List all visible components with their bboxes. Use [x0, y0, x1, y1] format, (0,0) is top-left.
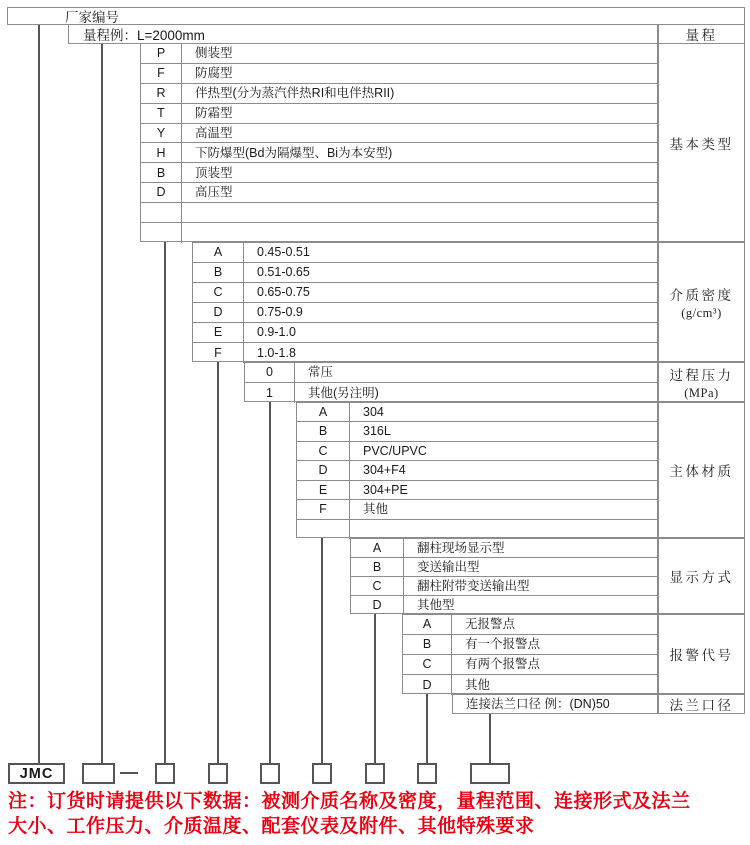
code-box-range	[82, 763, 115, 784]
row-process-pressure-0	[245, 363, 657, 383]
row-code: 1	[245, 383, 295, 403]
row-code: B	[351, 558, 404, 576]
row-code: P	[141, 44, 182, 63]
row-process-pressure-1	[245, 383, 657, 403]
row-medium-density-A	[193, 243, 657, 263]
row-body-material-B	[297, 422, 657, 441]
connector-line-2	[164, 242, 166, 763]
range-example-row	[68, 24, 658, 44]
range-category-label: 量程	[658, 24, 745, 44]
flange-text: 连接法兰口径 例：(DN)50	[466, 696, 610, 711]
row-code: F	[141, 64, 182, 83]
category-label-body-material	[658, 402, 745, 538]
row-code: C	[193, 283, 244, 302]
block-basic-type	[140, 43, 658, 242]
row-description: 翻柱现场显示型	[417, 540, 505, 555]
row-code: B	[403, 635, 452, 654]
category-label-medium-density	[658, 242, 745, 362]
row-basic-type-R	[141, 84, 657, 104]
row-body-material-A	[297, 403, 657, 422]
row-description: 顶装型	[195, 165, 233, 180]
row-basic-type-F	[141, 64, 657, 84]
row-code: B	[193, 263, 244, 282]
row-code	[141, 203, 182, 222]
row-description: 其他(另注明)	[308, 385, 379, 400]
row-basic-type-H	[141, 143, 657, 163]
category-label-unit: (g/cm³)	[681, 305, 722, 320]
row-basic-type-Y	[141, 124, 657, 144]
row-description: 其他型	[417, 598, 455, 613]
row-code: D	[403, 675, 452, 695]
row-medium-density-D	[193, 303, 657, 323]
code-box-material	[312, 763, 332, 784]
row-code: Y	[141, 124, 182, 143]
row-description: 翻柱附带变送输出型	[417, 578, 530, 593]
row-description: 有两个报警点	[465, 657, 541, 672]
flange-row	[452, 694, 658, 714]
category-label-display-mode	[658, 538, 745, 614]
row-description: 304	[363, 404, 384, 419]
row-description: 无报警点	[465, 617, 516, 632]
row-description: 有一个报警点	[465, 637, 541, 652]
factory-code-label: 厂家编号	[65, 10, 119, 25]
row-description: 变送输出型	[417, 559, 480, 574]
model-prefix-box: JMC	[8, 763, 65, 784]
row-description: 高压型	[195, 185, 233, 200]
row-code: F	[193, 343, 244, 363]
row-code	[141, 223, 182, 243]
row-display-mode-D	[351, 596, 657, 615]
code-box-pressure	[260, 763, 280, 784]
category-label-basic-type	[658, 43, 745, 242]
row-body-material-F	[297, 500, 657, 519]
row-basic-type-T	[141, 104, 657, 124]
row-basic-type-empty-9	[141, 223, 657, 243]
row-description: 其他	[363, 502, 389, 517]
row-code: E	[297, 481, 350, 499]
row-code: B	[141, 163, 182, 182]
connector-line-0	[38, 25, 40, 763]
block-process-pressure	[244, 362, 658, 402]
row-code: R	[141, 84, 182, 103]
category-label-process-pressure	[658, 362, 745, 402]
row-code: F	[297, 500, 350, 518]
row-description: 侧装型	[195, 46, 233, 61]
row-basic-type-empty-8	[141, 203, 657, 223]
row-description	[182, 223, 657, 243]
row-code: C	[403, 655, 452, 674]
code-box-alarm	[417, 763, 437, 784]
row-medium-density-C	[193, 283, 657, 303]
row-basic-type-P	[141, 44, 657, 64]
block-medium-density	[192, 242, 658, 362]
row-medium-density-F	[193, 343, 657, 363]
row-description: 0.75-0.9	[257, 305, 303, 320]
code-box-basic-type	[155, 763, 175, 784]
row-code: A	[297, 403, 350, 421]
connector-line-1	[101, 44, 103, 763]
connector-line-7	[426, 694, 428, 763]
ordering-note-line1: 注：订货时请提供以下数据：被测介质名称及密度，量程范围、连接形式及法兰	[8, 791, 691, 812]
row-description: 防霜型	[195, 105, 233, 120]
row-alarm-code-D	[403, 675, 657, 695]
row-description: 304+PE	[363, 482, 408, 497]
category-label-alarm-code	[658, 614, 745, 694]
connector-line-8	[489, 714, 491, 763]
row-code	[297, 520, 350, 539]
row-description: 常压	[308, 365, 334, 380]
row-code: D	[351, 596, 404, 615]
row-code: D	[193, 303, 244, 322]
row-code: D	[141, 183, 182, 202]
row-code: C	[351, 577, 404, 595]
category-label-text: 过程压力	[669, 367, 734, 383]
row-code: C	[297, 442, 350, 460]
row-description: 0.45-0.51	[257, 245, 310, 260]
row-medium-density-B	[193, 263, 657, 283]
category-label-text: 显示方式	[669, 570, 734, 585]
row-body-material-C	[297, 442, 657, 461]
row-alarm-code-C	[403, 655, 657, 675]
row-description: 316L	[363, 424, 391, 439]
row-code: A	[403, 615, 452, 634]
row-code: A	[351, 539, 404, 557]
row-basic-type-B	[141, 163, 657, 183]
connector-line-6	[374, 614, 376, 763]
row-display-mode-C	[351, 577, 657, 596]
code-box-flange	[470, 763, 510, 784]
row-description: 伴热型(分为蒸汽伴热RI和电伴热RII)	[195, 85, 395, 100]
flange-category-label: 法兰口径	[658, 694, 745, 714]
ordering-note-line2: 大小、工作压力、介质温度、配套仪表及附件、其他特殊要求	[8, 816, 535, 837]
row-display-mode-A	[351, 539, 657, 558]
row-code: T	[141, 104, 182, 123]
connector-line-4	[269, 402, 271, 763]
category-label-unit: (MPa)	[684, 385, 719, 400]
row-alarm-code-B	[403, 635, 657, 655]
row-body-material-D	[297, 461, 657, 480]
row-alarm-code-A	[403, 615, 657, 635]
connector-line-3	[217, 362, 219, 763]
category-label-text: 基本类型	[669, 136, 734, 152]
row-description: 1.0-1.8	[257, 345, 296, 360]
row-basic-type-D	[141, 183, 657, 203]
range-example-text: 量程例：L=2000mm	[83, 28, 205, 43]
code-box-density	[208, 763, 228, 784]
ordering-note	[8, 789, 691, 839]
row-description: 下防爆型(Bd为隔爆型、Bi为本安型)	[195, 145, 393, 160]
block-alarm-code	[402, 614, 658, 694]
block-body-material	[296, 402, 658, 538]
row-body-material-empty-6	[297, 520, 657, 539]
row-medium-density-E	[193, 323, 657, 343]
row-description	[350, 520, 657, 539]
row-description: 0.51-0.65	[257, 265, 310, 280]
row-code: D	[297, 461, 350, 479]
row-description: 其他	[465, 677, 491, 692]
row-description: 高温型	[195, 125, 233, 140]
row-code: H	[141, 143, 182, 162]
dash-separator	[120, 772, 138, 774]
row-description: 0.9-1.0	[257, 325, 296, 340]
connector-line-5	[321, 538, 323, 763]
row-description: 防腐型	[195, 66, 233, 81]
row-description: 0.65-0.75	[257, 285, 310, 300]
row-description: 304+F4	[363, 463, 406, 478]
row-code: A	[193, 243, 244, 262]
row-code: E	[193, 323, 244, 342]
row-code: 0	[245, 363, 295, 382]
row-description	[182, 203, 657, 222]
category-label-text: 介质密度	[669, 287, 734, 303]
row-display-mode-B	[351, 558, 657, 577]
block-display-mode	[350, 538, 658, 614]
factory-code-row	[7, 7, 745, 25]
category-label-text: 报警代号	[669, 648, 734, 663]
category-label-text: 主体材质	[669, 464, 734, 479]
row-description: PVC/UPVC	[363, 443, 427, 458]
row-code: B	[297, 422, 350, 440]
code-box-display	[365, 763, 385, 784]
row-body-material-E	[297, 481, 657, 500]
